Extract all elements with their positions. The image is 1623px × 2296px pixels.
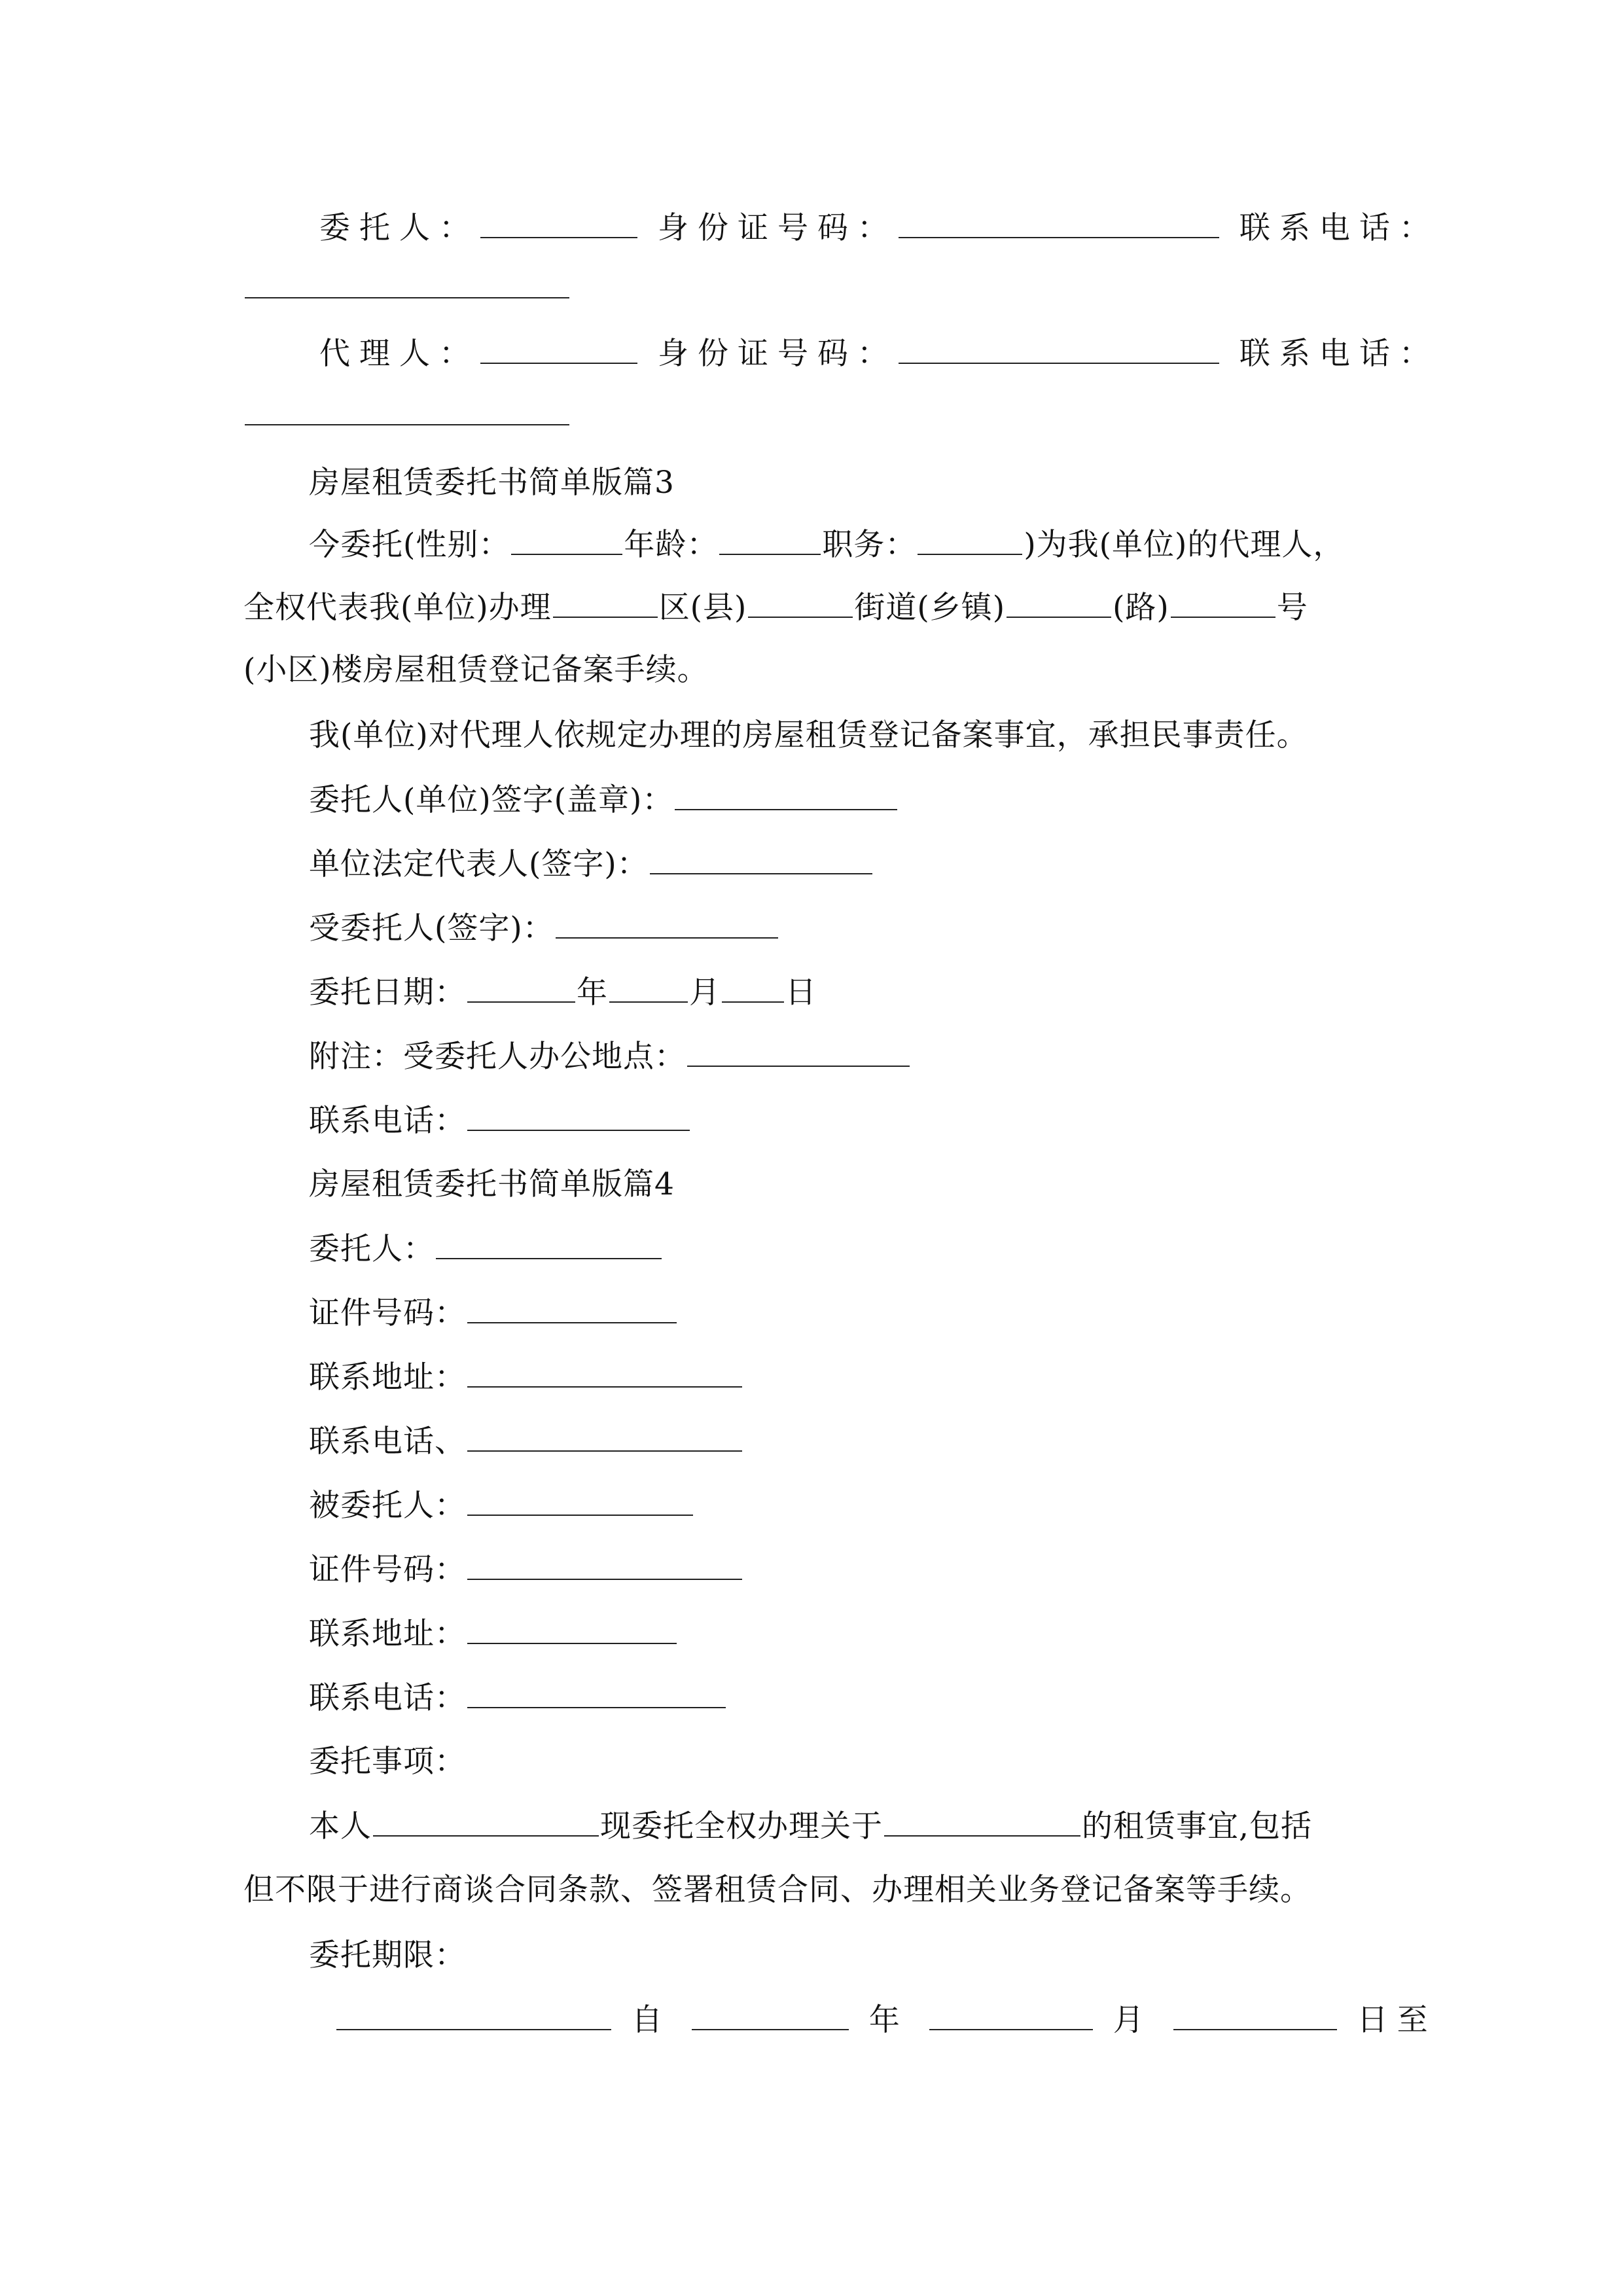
matters-label: 委托事项： bbox=[309, 1744, 466, 1780]
agent-id-blank[interactable] bbox=[899, 334, 1219, 364]
principal-row bbox=[319, 208, 1439, 248]
street-blank[interactable] bbox=[748, 588, 853, 618]
matters-line2: 但不限于进行商谈合同条款、签署租赁合同、办理相关业务登记备案等手续。 bbox=[243, 1872, 1311, 1908]
sign-legal-blank[interactable] bbox=[650, 844, 872, 874]
agent-row bbox=[319, 334, 1439, 374]
s3-p1-line1: 今委托(性别： 年龄： 职务： )为我(单位)的代理人， bbox=[309, 525, 1344, 565]
principal-id-label: 身份证号码： bbox=[657, 210, 897, 246]
term-month-blank[interactable] bbox=[929, 2000, 1093, 2030]
road-blank[interactable] bbox=[1007, 588, 1111, 618]
matters-line1: 本人 现委托全权办理关于 的租赁事宜,包括 bbox=[309, 1806, 1312, 1846]
term-row: 自 年 月 日至 bbox=[335, 2000, 1437, 2040]
matters-property-blank[interactable] bbox=[884, 1806, 1080, 1837]
agent-name-blank[interactable] bbox=[480, 334, 637, 364]
date-row: 委托日期： 年 月 日 bbox=[309, 973, 817, 1013]
s3-p2: 我(单位)对代理人依规定办理的房屋租赁登记备案事宜，承担民事责任。 bbox=[309, 717, 1308, 753]
s4-addr2-blank[interactable] bbox=[467, 1614, 677, 1644]
s4-id1-blank[interactable] bbox=[467, 1293, 677, 1323]
phone-blank[interactable] bbox=[467, 1101, 690, 1131]
principal-phone-row bbox=[243, 268, 571, 308]
s3-p1-line2: 全权代表我(单位)办理 区(县) 街道(乡镇) (路) 号 bbox=[243, 588, 1308, 628]
gender-blank[interactable] bbox=[511, 525, 622, 555]
term-year-blank[interactable] bbox=[692, 2000, 849, 2030]
principal-name-blank[interactable] bbox=[480, 208, 637, 238]
agent-id-label: 身份证号码： bbox=[657, 336, 897, 372]
position-blank[interactable] bbox=[918, 525, 1022, 555]
s4-agent-blank[interactable] bbox=[467, 1486, 693, 1516]
agent-label: 代理人： bbox=[319, 336, 479, 372]
principal-phone-label: 联系电话： bbox=[1239, 210, 1439, 246]
sign-legal-row: 单位法定代表人(签字)： bbox=[309, 844, 874, 884]
term-prefix-blank[interactable] bbox=[336, 2000, 611, 2030]
agent-phone-row bbox=[243, 395, 571, 435]
s3-p1-line3: (小区)楼房屋租赁登记备案手续。 bbox=[243, 652, 709, 688]
principal-id-blank[interactable] bbox=[899, 208, 1219, 238]
term-label: 委托期限： bbox=[309, 1937, 466, 1973]
s4-principal-row: 委托人： bbox=[309, 1229, 663, 1269]
note-blank[interactable] bbox=[687, 1037, 910, 1067]
s4-principal-blank[interactable] bbox=[436, 1229, 662, 1259]
principal-phone-blank[interactable] bbox=[245, 268, 569, 298]
term-day-blank[interactable] bbox=[1173, 2000, 1337, 2030]
section3-heading: 房屋租赁委托书简单版篇3 bbox=[309, 465, 675, 501]
date-year-blank[interactable] bbox=[467, 973, 575, 1003]
age-blank[interactable] bbox=[719, 525, 821, 555]
number-blank[interactable] bbox=[1171, 588, 1275, 618]
sign-agent-blank[interactable] bbox=[556, 908, 778, 939]
date-day-blank[interactable] bbox=[722, 973, 784, 1003]
sign-agent-row: 受委托人(签字)： bbox=[309, 908, 779, 948]
agent-phone-blank[interactable] bbox=[245, 395, 569, 425]
s4-agent-row: 被委托人： bbox=[309, 1486, 694, 1526]
s4-addr2-row: 联系地址： bbox=[309, 1614, 678, 1654]
section4-heading: 房屋租赁委托书简单版篇4 bbox=[309, 1166, 675, 1202]
s4-phone1-blank[interactable] bbox=[467, 1422, 742, 1452]
s4-phone2-blank[interactable] bbox=[467, 1678, 726, 1708]
s4-addr1-row: 联系地址： bbox=[309, 1357, 743, 1397]
date-month-blank[interactable] bbox=[609, 973, 688, 1003]
s4-phone2-row: 联系电话： bbox=[309, 1678, 727, 1718]
principal-label: 委托人： bbox=[319, 210, 479, 246]
s4-id1-row: 证件号码： bbox=[309, 1293, 678, 1333]
agent-phone-label: 联系电话： bbox=[1239, 336, 1439, 372]
note-row: 附注：受委托人办公地点： bbox=[309, 1037, 911, 1077]
s4-id2-blank[interactable] bbox=[467, 1550, 742, 1580]
sign-principal-blank[interactable] bbox=[675, 780, 897, 810]
matters-person-blank[interactable] bbox=[373, 1806, 599, 1837]
phone-row: 联系电话： bbox=[309, 1101, 691, 1141]
district-blank[interactable] bbox=[553, 588, 658, 618]
s4-id2-row: 证件号码： bbox=[309, 1550, 743, 1590]
s4-addr1-blank[interactable] bbox=[467, 1357, 742, 1388]
s4-phone1-row: 联系电话、 bbox=[309, 1422, 743, 1462]
sign-principal-row: 委托人(单位)签字(盖章)： bbox=[309, 780, 899, 820]
